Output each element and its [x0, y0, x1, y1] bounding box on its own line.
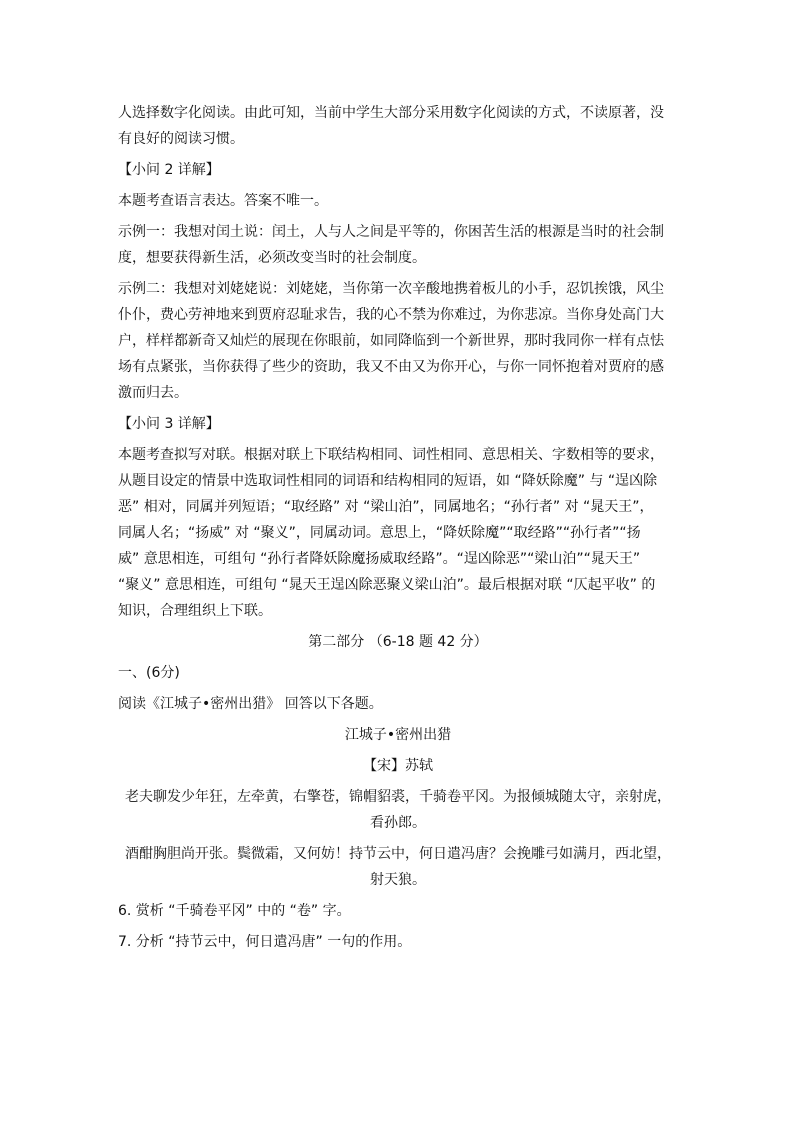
text-line: “聚义” 意思相连，可组句 “晁天王逞凶除恶聚义梁山泊”。最后根据对联 “仄起平收” 的: [118, 577, 656, 593]
block-question: [118, 898, 678, 924]
text-line: 6. 赏析 “千骑卷平冈” 中的 “卷” 字。: [118, 903, 351, 919]
block-question: [118, 929, 678, 955]
text-line: 酒酣胸胆尚开张。鬓微霜，又何妨！持节云中，何日遣冯唐？会挽雕弓如满月，西北望，: [125, 846, 671, 862]
block-para: [118, 660, 678, 686]
block-para: [118, 219, 678, 271]
text-line: 户，样样都新奇又灿烂的展现在你眼前，如同降临到一个新世界，那时我同你一样有点怯: [118, 333, 664, 349]
text-line: 同属人名；“扬威” 对 “聚义”，同属动词。意思上，“降妖除魔”“取经路”“孙行者”“扬: [118, 525, 641, 541]
block-para: [118, 100, 678, 152]
text-line: 【小问 3 详解】: [118, 416, 220, 432]
text-line: 度，想要获得新生活，必须改变当时的社会制度。: [118, 250, 426, 266]
text-line: 有良好的阅读习惯。: [118, 131, 244, 147]
text-line: 一、(6分): [118, 665, 180, 681]
text-line: 【宋】苏轼: [363, 758, 433, 774]
text-line: 恶” 相对，同属并列短语；“取经路” 对 “梁山泊”，同属地名；“孙行者” 对 “晁天王”，: [118, 499, 654, 515]
text-line: 第二部分 （6-18 题 42 分）: [308, 634, 488, 650]
text-line: 激而归去。: [118, 385, 188, 401]
text-line: 示例一：我想对闰土说：闰土，人与人之间是平等的，你困苦生活的根源是当时的社会制: [118, 224, 664, 240]
document-page: [118, 100, 678, 960]
block-heading: [118, 411, 678, 437]
block-poem: [118, 841, 678, 893]
block-heading: [118, 157, 678, 183]
block-poem-author: [118, 753, 678, 779]
text-line: 阅读《江城子•密州出猎》 回答以下各题。: [118, 696, 383, 712]
block-para: [118, 276, 678, 406]
text-line: 射天狼。: [370, 872, 426, 888]
text-line: 威” 意思相连，可组句 “孙行者降妖除魔扬威取经路”。“逞凶除恶”“梁山泊”“晁天王”: [118, 551, 641, 567]
text-line: 【小问 2 详解】: [118, 162, 220, 178]
block-section: [118, 629, 678, 655]
text-line: 江城子•密州出猎: [344, 727, 452, 743]
text-line: 看孙郎。: [370, 815, 426, 831]
text-line: 本题考查拟写对联。根据对联上下联结构相同、词性相同、意思相关、字数相等的要求，: [118, 447, 664, 463]
text-line: 人选择数字化阅读。由此可知，当前中学生大部分采用数字化阅读的方式，不读原著，没: [118, 105, 664, 121]
text-line: 仆仆，费心劳神地来到贾府忍耻求告，我的心不禁为你难过，为你悲凉。当你身处高门大: [118, 307, 664, 323]
block-para: [118, 442, 678, 624]
text-line: 老夫聊发少年狂，左牵黄，右擎苍，锦帽貂裘，千骑卷平冈。为报倾城随太守，亲射虎，: [125, 789, 671, 805]
text-line: 知识，合理组织上下联。: [118, 603, 272, 619]
text-line: 从题目设定的情景中选取词性相同的词语和结构相同的短语，如 “降妖除魔” 与 “逞凶除: [118, 473, 658, 489]
text-line: 7. 分析 “持节云中，何日遣冯唐” 一句的作用。: [118, 934, 412, 950]
block-para: [118, 188, 678, 214]
text-line: 本题考查语言表达。答案不唯一。: [118, 193, 328, 209]
block-para: [118, 691, 678, 717]
text-line: 场有点紧张，当你获得了些少的资助，我又不由又为你开心，与你一同怀抱着对贾府的感: [118, 359, 664, 375]
block-poem-title: [118, 722, 678, 748]
text-line: 示例二：我想对刘姥姥说：刘姥姥，当你第一次辛酸地携着板儿的小手，忍饥挨饿，风尘: [118, 281, 664, 297]
block-poem: [118, 784, 678, 836]
